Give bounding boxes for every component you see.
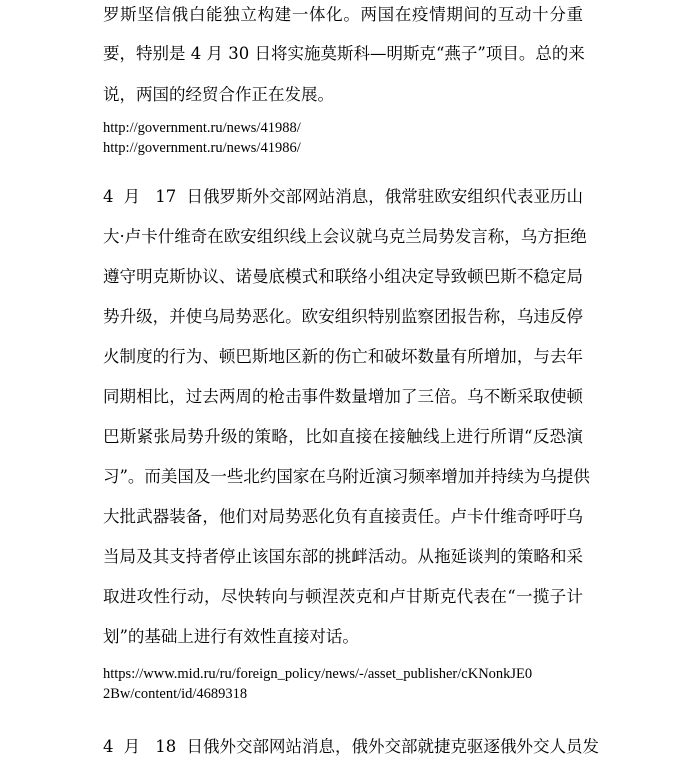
source-link[interactable]: http://government.ru/news/41986/ (103, 140, 301, 156)
entry-text: 俄外交部网站消息，俄外交部就捷克驱逐俄外交人员发 (203, 737, 599, 756)
paragraph-line: 同期相比，过去两周的枪击事件数量增加了三倍。乌不断采取使顿 (103, 387, 583, 406)
paragraph-line: 取进攻性行动，尽快转向与顿涅茨克和卢甘斯克代表在“一揽子计 (103, 587, 583, 606)
entry-first-line (103, 185, 583, 209)
paragraph-line: 势升级，并使乌局势恶化。欧安组织特别监察团报告称，乌违反停 (103, 307, 583, 326)
paragraph-line: 遵守明克斯协议、诺曼底模式和联络小组决定导致顿巴斯不稳定局 (103, 267, 583, 286)
paragraph-line: 大·卢卡什维奇在欧安组织线上会议就乌克兰局势发言称，乌方拒绝 (103, 227, 587, 246)
source-link[interactable]: http://government.ru/news/41988/ (103, 120, 301, 136)
paragraph-line: 要，特别是 4 月 30 日将实施莫斯科—明斯克“燕子”项目。总的来 (103, 44, 585, 63)
entry-date: 4 月 18 日 (103, 737, 203, 756)
paragraph-line: 划”的基础上进行有效性直接对话。 (103, 627, 359, 646)
paragraph-line: 说，两国的经贸合作正在发展。 (103, 85, 334, 104)
paragraph-line: 当局及其支持者停止该国东部的挑衅活动。从拖延谈判的策略和采 (103, 547, 583, 566)
entry-first-line (103, 735, 599, 759)
source-link[interactable]: 2Bw/content/id/4689318 (103, 686, 248, 702)
paragraph-line: 习”。而美国及一些北约国家在乌附近演习频率增加并持续为乌提供 (103, 467, 590, 486)
entry-date: 4 月 17 日 (103, 187, 203, 206)
paragraph-line: 罗斯坚信俄白能独立构建一体化。两国在疫情期间的互动十分重 (103, 5, 583, 24)
paragraph-line: 大批武器装备，他们对局势恶化负有直接责任。卢卡什维奇呼吁乌 (103, 507, 583, 526)
paragraph-line: 火制度的行为、顿巴斯地区新的伤亡和破坏数量有所增加，与去年 (103, 347, 583, 366)
paragraph-line: 巴斯紧张局势升级的策略，比如直接在接触线上进行所谓“反恐演 (103, 427, 583, 446)
entry-text: 俄罗斯外交部网站消息，俄常驻欧安组织代表亚历山 (203, 187, 583, 206)
source-link[interactable]: https://www.mid.ru/ru/foreign_policy/news/-/asset_publisher/cKNonkJE0 (103, 666, 533, 682)
